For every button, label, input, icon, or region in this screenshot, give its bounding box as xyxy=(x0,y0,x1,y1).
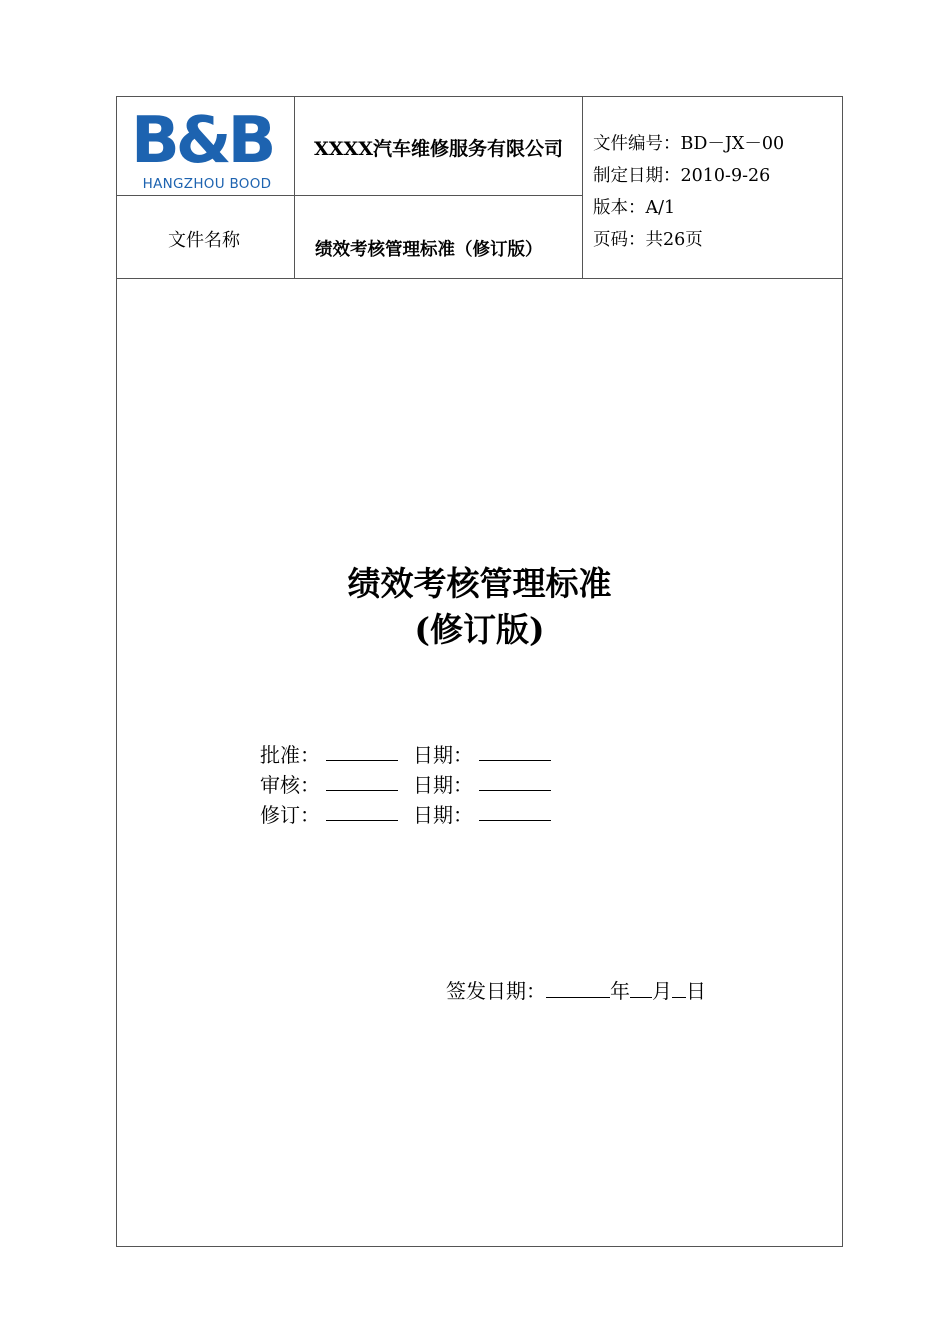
version: 版本：A/1 xyxy=(593,198,676,218)
header-divider-left xyxy=(294,96,295,278)
page-count: 页码：共26页 xyxy=(593,230,703,250)
logo-mark: B&B xyxy=(131,104,273,178)
company-logo xyxy=(131,104,283,194)
revise-signature-line[interactable] xyxy=(326,820,398,821)
approve-signature-line[interactable] xyxy=(326,760,398,761)
issue-day-label: 日 xyxy=(686,979,706,1003)
main-subtitle: (修订版) xyxy=(414,610,545,649)
date-set: 制定日期：2010-9-26 xyxy=(593,166,771,186)
issue-month-blank[interactable] xyxy=(630,979,652,998)
approve-date-label: 日期： xyxy=(413,743,473,767)
review-date-line[interactable] xyxy=(479,790,551,791)
review-signature-line[interactable] xyxy=(326,790,398,791)
header-divider-right xyxy=(582,96,583,278)
approve-date-line[interactable] xyxy=(479,760,551,761)
revise-date-line[interactable] xyxy=(479,820,551,821)
company-name: XXXX汽车维修服务有限公司 xyxy=(314,138,563,160)
revise-date-label: 日期： xyxy=(413,803,473,827)
document-frame xyxy=(116,96,843,1247)
issue-year-label: 年 xyxy=(610,979,630,1003)
issue-month-label: 月 xyxy=(652,979,672,1003)
issue-year-blank[interactable] xyxy=(546,979,610,998)
issue-date-label: 签发日期： xyxy=(446,979,546,1003)
review-date-label: 日期： xyxy=(413,773,473,797)
revise-label: 修订： xyxy=(260,803,320,827)
review-label: 审核： xyxy=(260,773,320,797)
main-title: 绩效考核管理标准 xyxy=(347,564,612,603)
issue-date xyxy=(446,975,706,1004)
issue-day-blank[interactable] xyxy=(672,979,686,998)
approve-label: 批准： xyxy=(260,743,320,767)
doc-name-value: 绩效考核管理标准（修订版） xyxy=(315,240,543,260)
doc-number: 文件编号：BD－JX－00 xyxy=(593,134,785,154)
header-divider-middle xyxy=(116,195,583,196)
header-divider-bottom xyxy=(116,278,843,279)
logo-subtitle: HANGZHOU BOOD xyxy=(142,176,272,192)
doc-name-label: 文件名称 xyxy=(168,230,240,251)
